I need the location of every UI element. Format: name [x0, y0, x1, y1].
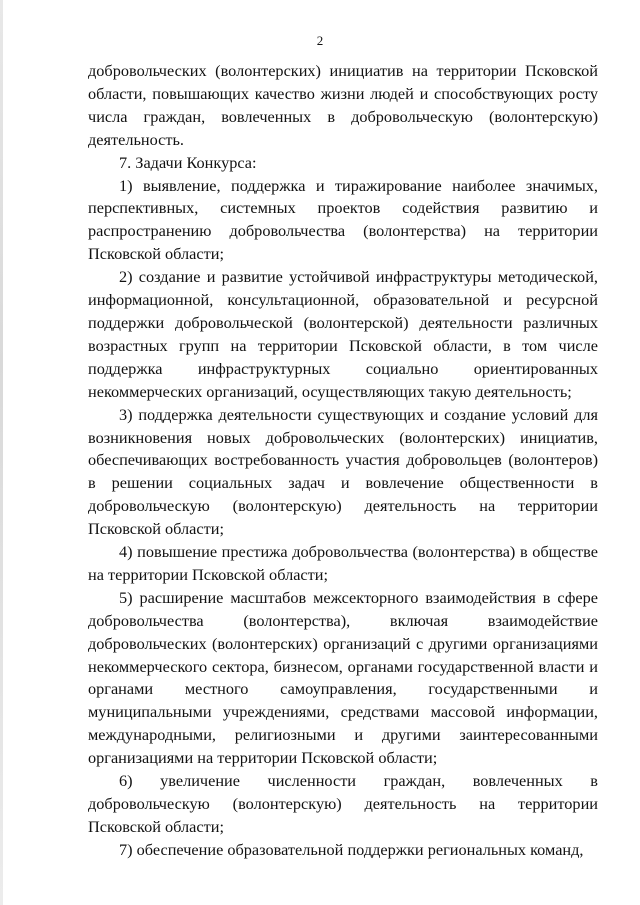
paragraph-task-6: 6) увеличение численности граждан, вовлеченных в добровольческую (волонтерскую) деятельность на территории Псковской области;: [88, 771, 598, 836]
paragraph-task-7: 7) обеспечение образовательной поддержки региональных команд,: [119, 839, 584, 859]
paragraph-task-2: 2) создание и развитие устойчивой инфраструктуры методической, информационной, консультационной, образовательной и ресурсной поддержки добровольческой (волонтерской) деятельности различных возрастных групп на территории Псковской области, в том числе поддержка инфраструктурных социально ориентированных некоммерческих организаций, осуществляющих такую деятельность;: [88, 267, 598, 401]
paragraph-tasks-heading: 7. Задачи Конкурса:: [119, 152, 257, 172]
paragraph-task-3: 3) поддержка деятельности существующих и создание условий для возникновения новых добровольческих (волонтерских) инициатив, обеспечивающих востребованность участия добровольцев (волонтеров) в решении социальных задач и вовлечение общественности в добровольческую (волонтерскую) деятельность на территории Псковской области;: [88, 404, 598, 539]
page-number: 2: [316, 33, 324, 48]
paragraph-intro: добровольческих (волонтерских) инициатив на территории Псковской области, повышающих качество жизни людей и способствующих росту числа граждан, вовлеченных в добровольческую (волонтерскую) деятельность.: [88, 61, 598, 149]
document-body: [88, 60, 598, 862]
paragraph-task-5: 5) расширение масштабов межсекторного взаимодействия в сфере добровольчества (волонтерства), включая взаимодействие добровольческих (волонтерских) организаций с другими организациями некоммерческого сектора, бизнесом, органами государственной власти и органами местного самоуправления, государственными и муниципальными учреждениями, средствами массовой информации, международными, религиозными и другими заинтересованными организациями на территории Псковской области;: [88, 587, 598, 768]
scan-edge: [0, 0, 3, 905]
paragraph-task-4: 4) повышение престижа добровольчества (волонтерства) в обществе на территории Псковской области;: [88, 542, 598, 584]
paragraph-task-1: 1) выявление, поддержка и тиражирование наиболее значимых, перспективных, системных проектов содействия развитию и распространению добровольчества (волонтерства) на территории Псковской области;: [88, 175, 598, 264]
